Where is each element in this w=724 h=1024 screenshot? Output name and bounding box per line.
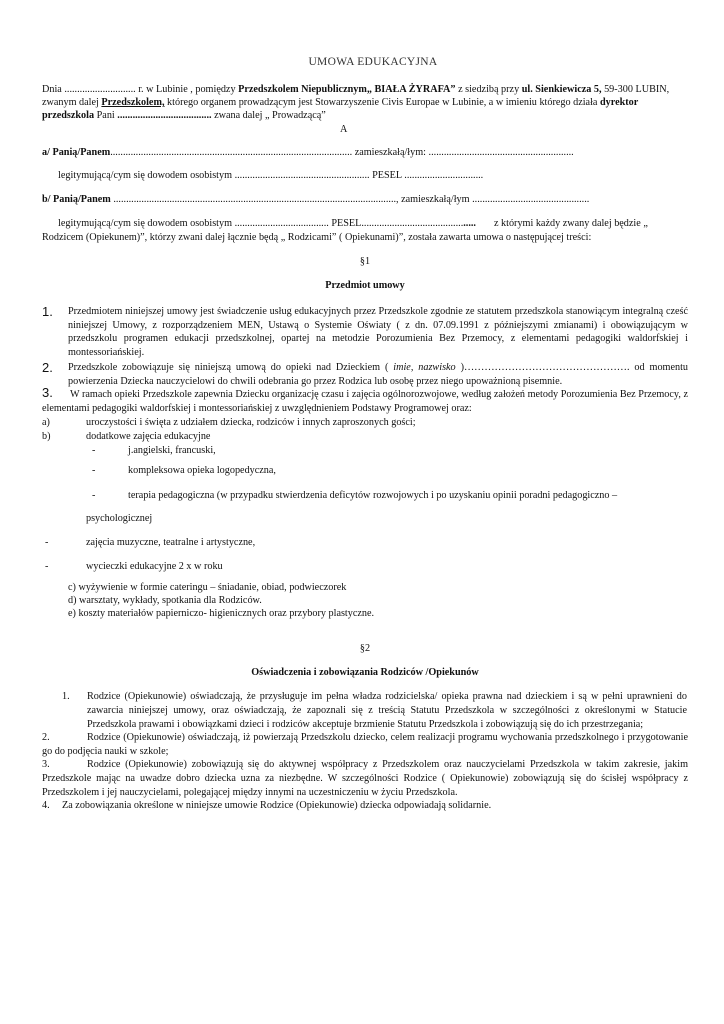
party-b-name-blank: ............................................................................................................... [113,194,397,205]
s1-activity-text: wycieczki edukacyjne 2 x w roku [86,561,223,573]
list-dash: - [92,445,96,457]
s2-item-3-text: Rodzice (Opiekunowie) zobowiązują się do aktywnej współpracy z Przedszkolem oraz nauczycielami Przedszkola w takim zakresie, jakim Przedszkole mając na uwadze dobro dziecka uzna za niezbędne. W szczególności Rodzice ( Opiekunowie) zobowiązują się do ścisłej współpracy z Przedszkolem i jej nauczycielami, polegającej między innymi na uczestniczeniu w życiu Przedszkola. [42,759,688,798]
director-name-blank: ..................................... [117,110,212,121]
s1-item-3-number: 3. [42,385,53,401]
section-2-heading: §2 [359,643,371,655]
s2-item-1 [62,690,688,731]
party-a-id-label: legitymującą/cym się dowodem osobistym [58,170,235,181]
s2-item-2-number: 2. [42,732,50,744]
party-b-label: b/ Panią/Panem [42,194,114,205]
list-dash: - [45,537,49,549]
s2-item-4-text: Za zobowiązania określone w niniejsze umowie Rodzice (Opiekunowie) dziecka odpowiadają solidarnie. [62,800,492,812]
intro-text-3: 59-300 LUBIN, zwanym dalej [42,84,670,108]
s1-service-a-marker: a) [42,417,50,429]
party-b-pesel-blank: ........................................ [361,218,464,229]
s1-service-b-text: dodatkowe zajęcia edukacyjne [86,431,211,443]
s1-activity-item [45,560,724,574]
party-b-pesel-label: PESEL [328,218,362,229]
s1-class-text: kompleksowa opieka logopedyczna, [128,465,276,477]
party-a-pesel-label: PESEL [369,170,405,181]
s2-item-2 [42,731,688,758]
s1-therapy-continuation: psychologicznej [86,513,153,525]
s2-item-1-number: 1. [62,691,70,703]
s1-class-item [92,444,724,458]
party-b-id-blank: ..................................... [234,218,329,229]
s1-item-2-text-after: )…………………………………………. od momentu powierzenia Dziecka nauczycielowi do chwili odebrania go przez Rodzica lub osobę przez niego upoważnioną pisemnie. [68,361,689,387]
s2-item-4-number: 4. [42,800,50,812]
s1-item-2-text-before: Przedszkole zobowiązuje się niniejszą umową do opieki nad Dzieckiem ( [68,361,394,373]
section-1-title: Przedmiot umowy [325,280,405,291]
s1-service-b-marker: b) [42,431,51,443]
s1-class-item [92,464,724,478]
s2-item-1-text: Rodzice (Opiekunowie) oświadczają, że przysługuje im pełna władza rodzicielska/ opieka prawna nad dzieckiem i są w pełni uprawnieni do zawarcia niniejszej umowy, oraz oświadczają, że zapoznali się z treścią Statutu Przedszkola w szczególności z określonymi w Statucie Przedszkola prawami i obowiązkami dzieci i rodziców akceptuje brzmienie Statutu Przedszkola i zobowiązują się do ich przestrzegania; [87,691,687,730]
party-a-name-blank: ............................................................................................... [110,147,353,158]
s1-item-1-number: 1. [42,304,53,319]
intro-text-5: Pani [94,110,118,121]
intro-date-prefix: Dnia [42,84,65,95]
s1-service-a [42,416,724,430]
party-a-id-line [58,169,724,183]
preschool-address: ul. Sienkiewicza 5, [521,84,602,95]
intro-text-6: zwana dalej „ Prowadzącą” [211,110,326,121]
s1-service-d: d) warsztaty, wykłady, spotkania dla Rodziców. [68,595,262,607]
intro-text-4: którego organem prowadzącym jest Stowarzyszenie Civis Europae w Lubinie, a w imieniu którego działa [164,97,600,108]
s1-item-3-text: W ramach opieki Przedszkole zapewnia Dziecku organizację czasu i zajęcia ogólnorozwojowe, według założeń metody Porozumienia Bez Przemocy, z elementami pedagogiki waldorfskiej i montessoriańskiej z uwzględnieniem Podstawy Programowej oraz: [42,389,688,414]
party-a-label: a/ Panią/Panem [42,147,111,158]
intro-text-1: r. w Lubinie , pomiędzy [135,84,239,95]
party-b-address-blank: .............................................. [472,194,590,205]
list-dash: - [92,490,96,502]
party-b-address-label: , zamieszkałą/łym [396,194,473,205]
section-1-heading: §1 [359,256,371,267]
s1-item-2-text [68,361,688,388]
party-a-line [42,146,688,160]
party-a-id-blank: ..................................................... [234,170,370,181]
party-b-pesel-blank-end: ..... [463,218,476,229]
s1-activity-item [45,536,724,550]
party-b-line [42,193,688,207]
director-role: dyrektor przedszkola [42,97,639,121]
and-separator: A [340,124,348,135]
s1-item-2-number: 2. [42,359,53,375]
s2-item-3-number: 3. [42,759,50,771]
s1-item-1-text: Przedmiotem niniejszej umowy jest świadczenie usług edukacyjnych przez Przedszkole zgodnie ze statutem przedszkola stanowiącym integralną cześć niniejszej Umowy, z rozporządzeniem MEN, Ustawą o Systemie Oświaty ( z dn. 07.09.1991 z późniejszymi zmianami) i obowiązującym w przedszkolu programen edukacji przedszkolnej, opartej na metodzie Porozumienia Bez Przemocy, z elementami pedagogiki waldorfskiej i montessoriańskiej. [68,306,688,358]
s1-service-a-text: uroczystości i święta z udziałem dziecka, rodziców i innych zaproszonych gości; [86,417,416,429]
s2-item-2-text: Rodzice (Opiekunowie) oświadczają, iż powierzają Przedszkolu dziecko, celem realizacji programu wychowania przedszkolnego i przygotowanie go do podjęcia nauki w szkole; [42,732,688,757]
s1-item-3 [42,385,688,415]
party-b-id-label: legitymującą/cym się dowodem osobistym [58,218,235,229]
s1-service-e: e) koszty materiałów papierniczo- higienicznych oraz przybory plastyczne. [68,607,375,619]
preschool-short-name: Przedszkolem, [101,97,165,108]
s1-further-services [68,582,688,620]
document-title: UMOWA EDUKACYJNA [308,56,438,68]
s1-class-text: j.angielski, francuski, [128,445,216,457]
section-2-title: Oświadczenia i zobowiązania Rodziców /Opiekunów [251,667,479,679]
party-a-address-blank: ......................................................... [428,147,574,158]
list-dash: - [92,465,96,477]
s2-item-3 [42,758,688,799]
child-name-hint: imie, nazwisko [393,361,456,373]
s1-item-1 [42,305,688,359]
s1-class-item [92,489,724,503]
preschool-name: Przedszkolem Niepublicznym„ BIAŁA ŻYRAFA” [238,84,456,95]
list-dash: - [45,561,49,573]
s1-activity-text: zajęcia muzyczne, teatralne i artystyczne, [86,537,256,549]
s1-class-text: terapia pedagogiczna (w przypadku stwierdzenia deficytów rozwojowych i po uzyskaniu opinii poradni pedagogiczno – [128,490,618,502]
s1-service-b [42,430,724,444]
intro-paragraph [42,83,688,122]
party-a-pesel-blank: ............................... [404,170,484,181]
s1-item-2 [42,361,688,388]
party-b-id-paragraph [42,217,688,245]
intro-text-2: z siedzibą przy [455,84,522,95]
party-a-address-label: zamieszkałą/łym: [352,147,429,158]
intro-date-blank: ............................ [64,84,136,95]
parties-closing-text: z którymi każdy zwany dalej będzie „ Rodzicem (Opiekunem)”, którzy zwani dalej łącznie będą „ Rodzicami” ( Opiekunami)”, została zawarta umowa o następującej treści: [42,218,648,243]
s1-service-c: c) wyżywienie w formie cateringu – śniadanie, obiad, podwieczorek [68,582,347,594]
s2-item-4 [42,799,688,813]
